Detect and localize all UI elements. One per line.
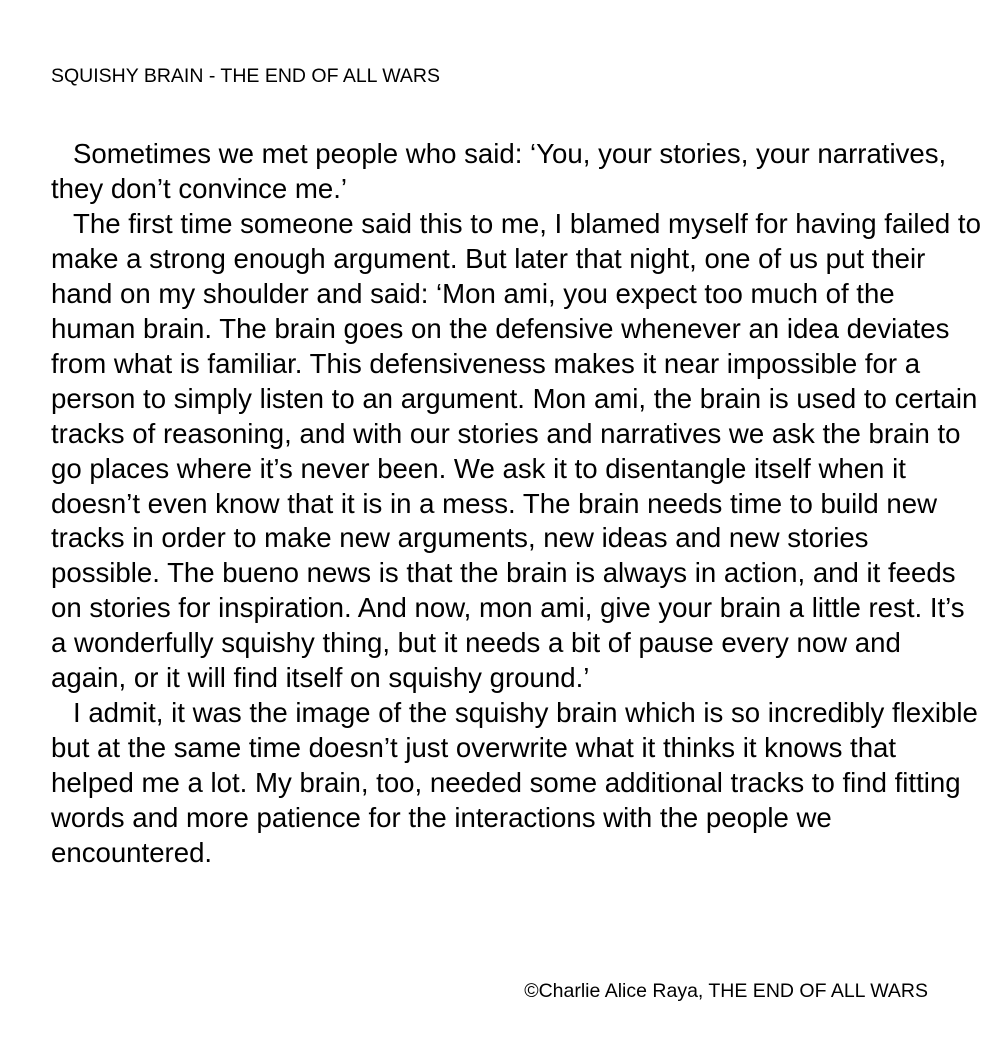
copyright-footer: ©Charlie Alice Raya, THE END OF ALL WARS	[524, 980, 928, 1002]
paragraph-2: The first time someone said this to me, I blamed myself for having failed to make a strong enough argument. But later that night, one of us put their hand on my shoulder and said: ‘Mon ami, you expect too much of the human brain. The brain goes on the defensive whenever an idea deviates from what is familiar. This defensiveness makes it near impossible for a person to simply listen to an argument. Mon ami, the brain is used to certain tracks of reasoning, and with our stories and narratives we ask the brain to go places where it’s never been. We ask it to disentangle itself when it doesn’t even know that it is in a mess. The brain needs time to build new tracks in order to make new arguments, new ideas and new stories possible. The bueno news is that the brain is always in action, and it feeds on stories for inspiration. And now, mon ami, give your brain a little rest. It’s a wonderfully squishy thing, but it needs a bit of pause every now and again, or it will find itself on squishy ground.’	[51, 207, 981, 694]
paragraph-3: I admit, it was the image of the squishy brain which is so incredibly flexible but at the same time doesn’t just overwrite what it thinks it knows that helped me a lot. My brain, too, needed some additional tracks to find fitting words and more patience for the interactions with the people we encountered.	[51, 697, 978, 869]
paragraph-1: Sometimes we met people who said: ‘You, your stories, your narratives, they don’t convince me.’	[51, 138, 947, 204]
document-header: SQUISHY BRAIN - THE END OF ALL WARS	[51, 65, 441, 87]
document-body	[51, 137, 981, 871]
